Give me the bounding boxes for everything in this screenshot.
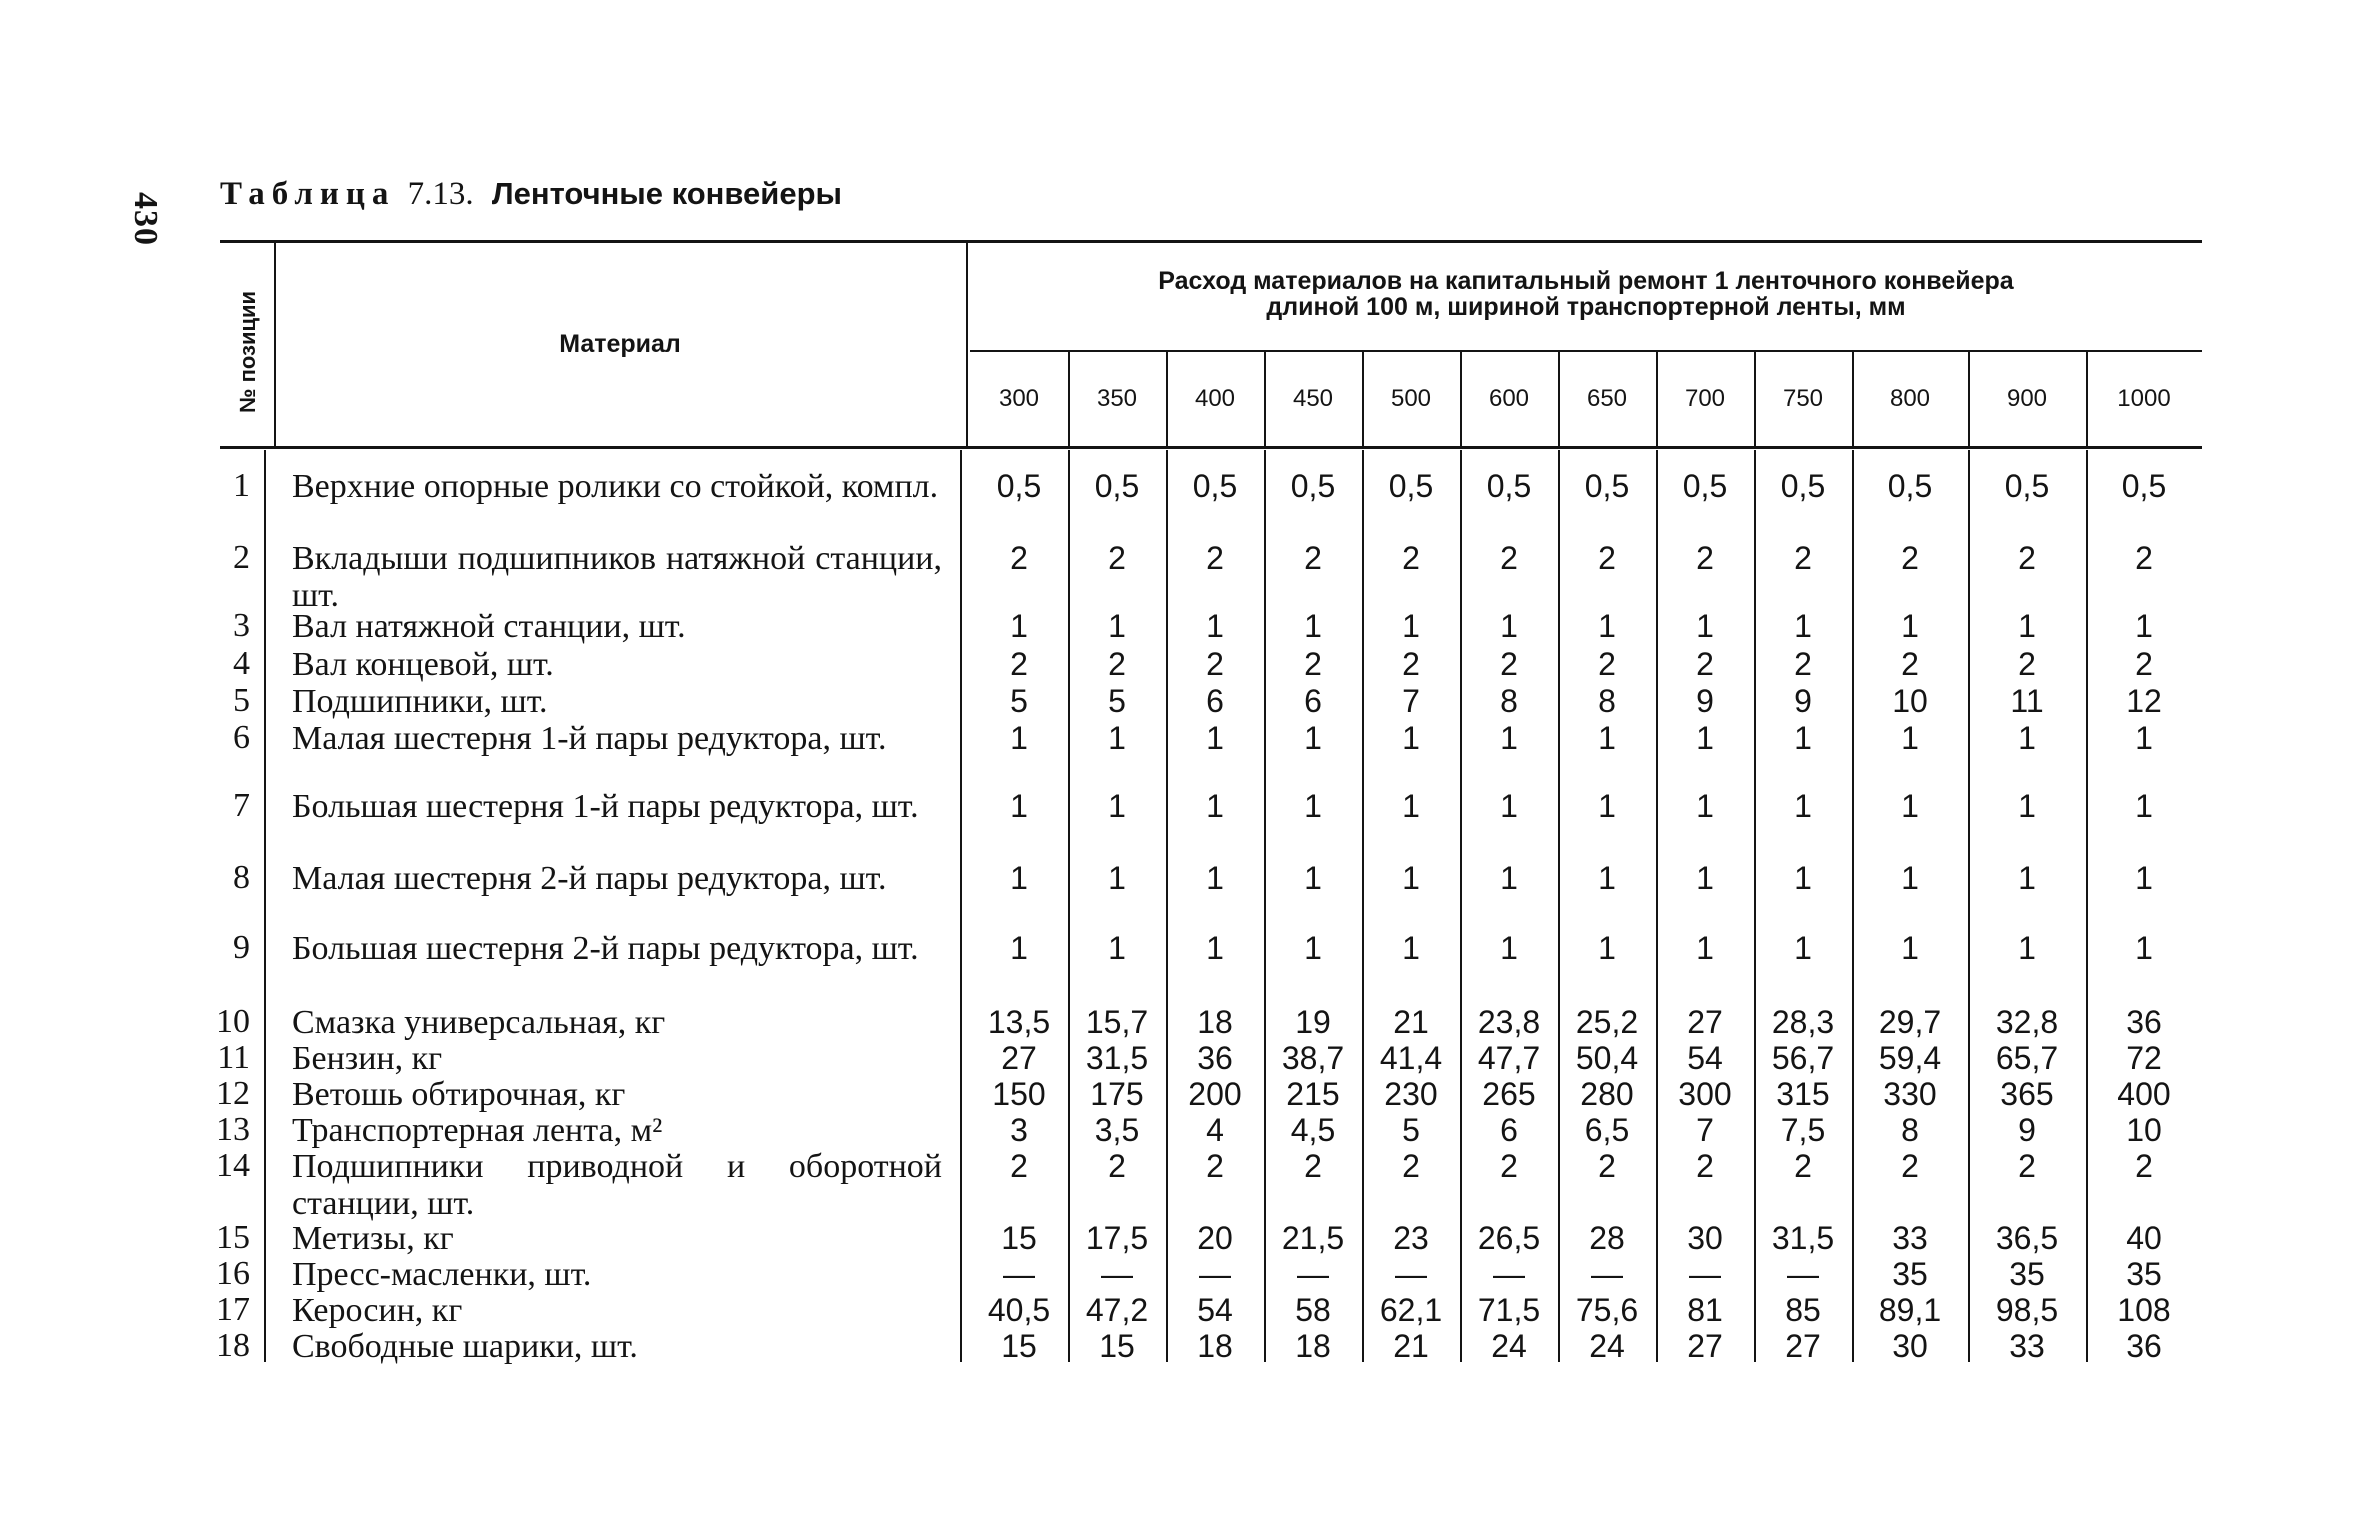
row-value: 18 [1197, 1328, 1233, 1364]
row-value: 2 [1206, 1148, 1224, 1184]
row-value: 1 [1108, 930, 1126, 966]
row-value: 2 [2135, 646, 2153, 682]
row-value: 1 [1206, 720, 1224, 756]
row-value: 10 [2126, 1112, 2162, 1148]
row-value: 35 [2126, 1256, 2162, 1292]
row-value: 11 [2010, 683, 2044, 719]
row-value: 1 [2018, 720, 2036, 756]
row-value: 31,5 [1771, 1220, 1835, 1256]
row-value: 2 [1402, 540, 1420, 576]
row-material: Вал натяжной станции, шт. [292, 608, 686, 645]
row-position: 11 [217, 1039, 250, 1076]
row-value: 0,5 [1887, 468, 1933, 504]
row-value: 2 [1696, 646, 1714, 682]
row-value: 1 [1402, 930, 1420, 966]
row-value: 33 [2009, 1328, 2045, 1364]
row-value: 1 [1794, 788, 1812, 824]
header-width-650: 650 [1586, 385, 1628, 412]
row-value: 23,8 [1477, 1004, 1541, 1040]
header-group-line-1: Расход материалов на капитальный ремонт 1 ленточного конвейера [1158, 267, 2014, 295]
row-value: 23 [1393, 1220, 1429, 1256]
row-value: 17,5 [1085, 1220, 1149, 1256]
row-position: 7 [233, 787, 250, 824]
row-value: 50,4 [1575, 1040, 1639, 1076]
row-value: 27 [1687, 1004, 1723, 1040]
row-value: 2 [1010, 1148, 1028, 1184]
row-value: 2 [2135, 1148, 2153, 1184]
row-position: 15 [216, 1219, 250, 1256]
row-value: — [1395, 1256, 1427, 1292]
row-value: 30 [1687, 1220, 1723, 1256]
row-value: 15 [1099, 1328, 1135, 1364]
header-group-line-2: длиной 100 м, шириной транспортерной ленты, мм [1266, 293, 1906, 321]
row-value: 1 [1206, 860, 1224, 896]
row-value: 27 [1785, 1328, 1821, 1364]
row-value: 21 [1393, 1328, 1429, 1364]
row-value: 1 [1206, 788, 1224, 824]
row-value: 2 [1696, 540, 1714, 576]
row-value: 15 [1001, 1328, 1037, 1364]
row-position: 8 [233, 859, 250, 896]
row-value: 1 [1108, 788, 1126, 824]
row-value: 0,5 [1486, 468, 1532, 504]
row-value: 9 [1794, 683, 1812, 719]
row-value: 2 [1696, 1148, 1714, 1184]
row-value: 2 [2018, 646, 2036, 682]
row-value: 36,5 [1995, 1220, 2059, 1256]
row-value: 1 [1402, 860, 1420, 896]
row-value: 24 [1491, 1328, 1527, 1364]
row-value: 1 [1304, 788, 1322, 824]
row-value: 27 [1687, 1328, 1723, 1364]
header-position-label: № позиции [235, 290, 261, 414]
row-value: 0,5 [1094, 468, 1140, 504]
row-value: 1 [1598, 720, 1616, 756]
row-value: 24 [1589, 1328, 1625, 1364]
row-value: 9 [2018, 1112, 2036, 1148]
row-value: 2 [1500, 646, 1518, 682]
row-material: Верхние опорные ролики со стойкой, компл. [292, 468, 939, 505]
row-value: 98,5 [1995, 1292, 2059, 1328]
header-position [222, 268, 274, 436]
row-value: 175 [1090, 1076, 1144, 1112]
row-value: 400 [2117, 1076, 2171, 1112]
row-value: 18 [1197, 1004, 1233, 1040]
row-value: 65,7 [1995, 1040, 2059, 1076]
row-value: 3 [1010, 1112, 1028, 1148]
row-value: 28 [1589, 1220, 1625, 1256]
row-value: 2 [1304, 540, 1322, 576]
row-material: Вал концевой, шт. [292, 646, 554, 683]
row-value: 150 [992, 1076, 1046, 1112]
row-value: 1 [1696, 860, 1714, 896]
row-value: 56,7 [1771, 1040, 1835, 1076]
row-position: 17 [216, 1291, 250, 1328]
row-value: 0,5 [2121, 468, 2167, 504]
row-value: 54 [1197, 1292, 1233, 1328]
row-value: 1 [1794, 720, 1812, 756]
row-value: 41,4 [1379, 1040, 1443, 1076]
row-position: 4 [233, 645, 250, 682]
row-value: 1 [1794, 860, 1812, 896]
caption-label: Таблица [220, 176, 396, 212]
row-value: 1 [1304, 720, 1322, 756]
row-value: 2 [1598, 646, 1616, 682]
row-value: 32,8 [1995, 1004, 2059, 1040]
row-value: 1 [2135, 608, 2153, 644]
row-material: Пресс-масленки, шт. [292, 1256, 592, 1293]
row-value: 47,7 [1477, 1040, 1541, 1076]
row-value: 1 [1794, 930, 1812, 966]
row-value: 12 [2126, 683, 2162, 719]
row-position: 10 [216, 1003, 250, 1040]
header-width-500: 500 [1390, 385, 1432, 412]
row-value: — [1591, 1256, 1623, 1292]
row-value: 230 [1384, 1076, 1438, 1112]
row-value: 40 [2126, 1220, 2162, 1256]
row-value: 1 [1206, 930, 1224, 966]
row-value: 2 [1500, 1148, 1518, 1184]
row-value: 2 [1901, 540, 1919, 576]
header-width-700: 700 [1684, 385, 1726, 412]
row-material: Ветошь обтирочная, кг [292, 1076, 626, 1113]
row-value: — [1199, 1256, 1231, 1292]
row-value: 1 [1010, 930, 1028, 966]
header-width-400: 400 [1194, 385, 1236, 412]
row-value: 89,1 [1878, 1292, 1942, 1328]
row-value: 59,4 [1878, 1040, 1942, 1076]
row-value: 2 [1108, 540, 1126, 576]
row-value: 2 [1901, 646, 1919, 682]
row-value: 5 [1108, 683, 1126, 719]
row-material: Вкладыши подшипников натяжной станции, шт. [292, 540, 942, 614]
row-value: 265 [1482, 1076, 1536, 1112]
row-value: 27 [1001, 1040, 1037, 1076]
row-value: 1 [1696, 608, 1714, 644]
row-value: 1 [2018, 788, 2036, 824]
row-value: 1 [1304, 608, 1322, 644]
row-material: Метизы, кг [292, 1220, 454, 1257]
row-value: 0,5 [1290, 468, 1336, 504]
row-value: 31,5 [1085, 1040, 1149, 1076]
row-value: 1 [1402, 720, 1420, 756]
header-width-900: 900 [2006, 385, 2048, 412]
row-value: 36 [1197, 1040, 1233, 1076]
row-value: 1 [2018, 608, 2036, 644]
row-material: Малая шестерня 2-й пары редуктора, шт. [292, 860, 887, 897]
row-value: 35 [2009, 1256, 2045, 1292]
row-value: 4,5 [1290, 1112, 1336, 1148]
row-value: 1 [1901, 930, 1919, 966]
header-width-300: 300 [998, 385, 1040, 412]
row-value: 6 [1304, 683, 1322, 719]
row-position: 12 [216, 1075, 250, 1112]
row-position: 6 [233, 719, 250, 756]
row-value: 1 [2018, 860, 2036, 896]
header-vline-mat [966, 243, 968, 446]
caption-number: 7.13. [407, 176, 474, 212]
row-value: 30 [1892, 1328, 1928, 1364]
row-value: 2 [1010, 540, 1028, 576]
row-value: 18 [1295, 1328, 1331, 1364]
row-value: 1 [2018, 930, 2036, 966]
row-value: 1 [2135, 788, 2153, 824]
row-material: Керосин, кг [292, 1292, 463, 1329]
row-value: 2 [1108, 1148, 1126, 1184]
row-value: 280 [1580, 1076, 1634, 1112]
header-width-600: 600 [1488, 385, 1530, 412]
row-position: 1 [233, 467, 250, 504]
header-width-800: 800 [1889, 385, 1931, 412]
row-value: 200 [1188, 1076, 1242, 1112]
row-value: 58 [1295, 1292, 1331, 1328]
row-position: 5 [233, 682, 250, 719]
row-value: 21,5 [1281, 1220, 1345, 1256]
row-value: 2 [1794, 540, 1812, 576]
body-vline-pos [264, 450, 266, 1362]
row-value: 1 [1500, 788, 1518, 824]
row-value: 40,5 [987, 1292, 1051, 1328]
rule-header-bottom [220, 446, 2202, 449]
row-value: 7 [1696, 1112, 1714, 1148]
row-value: 15,7 [1085, 1004, 1149, 1040]
row-value: 5 [1402, 1112, 1420, 1148]
row-value: 2 [2018, 540, 2036, 576]
row-value: 8 [1500, 683, 1518, 719]
row-value: 2 [1901, 1148, 1919, 1184]
row-value: 1 [1901, 860, 1919, 896]
row-value: 28,3 [1771, 1004, 1835, 1040]
row-material: Подшипники приводной и оборотной станции, шт. [292, 1148, 942, 1222]
row-value: 2 [1108, 646, 1126, 682]
row-value: — [1101, 1256, 1133, 1292]
row-value: 1 [1794, 608, 1812, 644]
header-consumption-group [970, 268, 2202, 320]
row-value: 330 [1883, 1076, 1937, 1112]
row-value: 0,5 [1584, 468, 1630, 504]
row-value: 365 [2000, 1076, 2054, 1112]
row-value: 2 [1304, 1148, 1322, 1184]
row-value: 8 [1901, 1112, 1919, 1148]
row-material: Большая шестерня 2-й пары редуктора, шт. [292, 930, 919, 967]
row-value: 13,5 [987, 1004, 1051, 1040]
row-value: 1 [1901, 720, 1919, 756]
row-position: 18 [216, 1327, 250, 1364]
row-value: 1 [1010, 860, 1028, 896]
row-value: 9 [1696, 683, 1714, 719]
rule-top [220, 240, 2202, 243]
row-value: 6,5 [1584, 1112, 1630, 1148]
row-value: 72 [2126, 1040, 2162, 1076]
row-position: 13 [216, 1111, 250, 1148]
row-material: Бензин, кг [292, 1040, 443, 1077]
row-value: 2 [1598, 540, 1616, 576]
row-value: 21 [1393, 1004, 1429, 1040]
row-value: 35 [1892, 1256, 1928, 1292]
row-value: 2 [1402, 646, 1420, 682]
row-value: 2 [1500, 540, 1518, 576]
row-value: 1 [1304, 860, 1322, 896]
row-value: 2 [1010, 646, 1028, 682]
row-value: 10 [1892, 683, 1928, 719]
row-value: — [1003, 1256, 1035, 1292]
row-value: 7,5 [1780, 1112, 1826, 1148]
header-width-750: 750 [1782, 385, 1824, 412]
row-value: 36 [2126, 1004, 2162, 1040]
row-value: 4 [1206, 1112, 1224, 1148]
page-number: 430 [127, 192, 164, 246]
row-value: 1 [1402, 788, 1420, 824]
row-value: — [1689, 1256, 1721, 1292]
row-value: 1 [1901, 788, 1919, 824]
row-value: 2 [1598, 1148, 1616, 1184]
row-value: 2 [1304, 646, 1322, 682]
row-value: 1 [2135, 720, 2153, 756]
row-value: 8 [1598, 683, 1616, 719]
row-value: 1 [1598, 788, 1616, 824]
row-position: 9 [233, 929, 250, 966]
row-value: 1 [1108, 720, 1126, 756]
row-value: 108 [2117, 1292, 2171, 1328]
caption-title: Ленточные конвейеры [491, 176, 842, 211]
row-value: 5 [1010, 683, 1028, 719]
row-value: 2 [1206, 646, 1224, 682]
row-value: 33 [1892, 1220, 1928, 1256]
row-value: 3,5 [1094, 1112, 1140, 1148]
row-material: Смазка универсальная, кг [292, 1004, 666, 1041]
row-value: 2 [2135, 540, 2153, 576]
header-vline-pos [274, 243, 276, 446]
row-value: 1 [1500, 608, 1518, 644]
row-value: — [1787, 1256, 1819, 1292]
header-width-1000: 1000 [2117, 385, 2171, 412]
row-value: 2 [1794, 1148, 1812, 1184]
row-value: 1 [1696, 720, 1714, 756]
row-value: 1 [2135, 930, 2153, 966]
row-value: 26,5 [1477, 1220, 1541, 1256]
row-value: 20 [1197, 1220, 1233, 1256]
row-value: 2 [2018, 1148, 2036, 1184]
row-value: 1 [1304, 930, 1322, 966]
row-value: 54 [1687, 1040, 1723, 1076]
row-value: 315 [1776, 1076, 1830, 1112]
row-material: Свободные шарики, шт. [292, 1328, 638, 1365]
row-value: 1 [1108, 860, 1126, 896]
row-material: Большая шестерня 1-й пары редуктора, шт. [292, 788, 919, 825]
row-value: 19 [1295, 1004, 1331, 1040]
row-value: 47,2 [1085, 1292, 1149, 1328]
header-width-450: 450 [1292, 385, 1334, 412]
row-material: Подшипники, шт. [292, 683, 548, 720]
row-position: 2 [233, 539, 250, 576]
row-value: 1 [1010, 608, 1028, 644]
row-value: 0,5 [1192, 468, 1238, 504]
header-material: Материал [559, 330, 681, 358]
row-value: 1 [1696, 788, 1714, 824]
row-value: 29,7 [1878, 1004, 1942, 1040]
row-value: — [1493, 1256, 1525, 1292]
row-value: 1 [1108, 608, 1126, 644]
row-value: 36 [2126, 1328, 2162, 1364]
row-value: 1 [1696, 930, 1714, 966]
row-value: 1 [1500, 930, 1518, 966]
row-position: 16 [216, 1255, 250, 1292]
row-value: 1 [1598, 930, 1616, 966]
row-value: 215 [1286, 1076, 1340, 1112]
row-value: 75,6 [1575, 1292, 1639, 1328]
row-value: 1 [1901, 608, 1919, 644]
row-position: 14 [216, 1147, 250, 1184]
row-value: — [1297, 1256, 1329, 1292]
row-value: 0,5 [996, 468, 1042, 504]
row-value: 25,2 [1575, 1004, 1639, 1040]
row-value: 0,5 [1682, 468, 1728, 504]
row-position: 3 [233, 607, 250, 644]
row-value: 38,7 [1281, 1040, 1345, 1076]
row-value: 71,5 [1477, 1292, 1541, 1328]
row-value: 2 [1402, 1148, 1420, 1184]
row-value: 2 [1794, 646, 1812, 682]
row-value: 15 [1001, 1220, 1037, 1256]
row-value: 0,5 [2004, 468, 2050, 504]
body-vline-mat [960, 450, 962, 1362]
row-value: 1 [1500, 720, 1518, 756]
row-value: 1 [1402, 608, 1420, 644]
row-value: 1 [1010, 720, 1028, 756]
row-value: 1 [1598, 608, 1616, 644]
header-width-350: 350 [1096, 385, 1138, 412]
row-material: Малая шестерня 1-й пары редуктора, шт. [292, 720, 887, 757]
row-value: 6 [1206, 683, 1224, 719]
row-value: 1 [1206, 608, 1224, 644]
row-value: 300 [1678, 1076, 1732, 1112]
row-value: 2 [1206, 540, 1224, 576]
row-value: 62,1 [1379, 1292, 1443, 1328]
row-value: 0,5 [1388, 468, 1434, 504]
row-value: 81 [1687, 1292, 1723, 1328]
row-value: 1 [1010, 788, 1028, 824]
row-value: 1 [1500, 860, 1518, 896]
row-value: 85 [1785, 1292, 1821, 1328]
rule-group [970, 350, 2202, 352]
row-value: 0,5 [1780, 468, 1826, 504]
row-value: 7 [1402, 683, 1420, 719]
table-caption [220, 176, 842, 213]
row-value: 1 [1598, 860, 1616, 896]
row-value: 1 [2135, 860, 2153, 896]
row-value: 6 [1500, 1112, 1518, 1148]
row-material: Транспортерная лента, м² [292, 1112, 663, 1149]
